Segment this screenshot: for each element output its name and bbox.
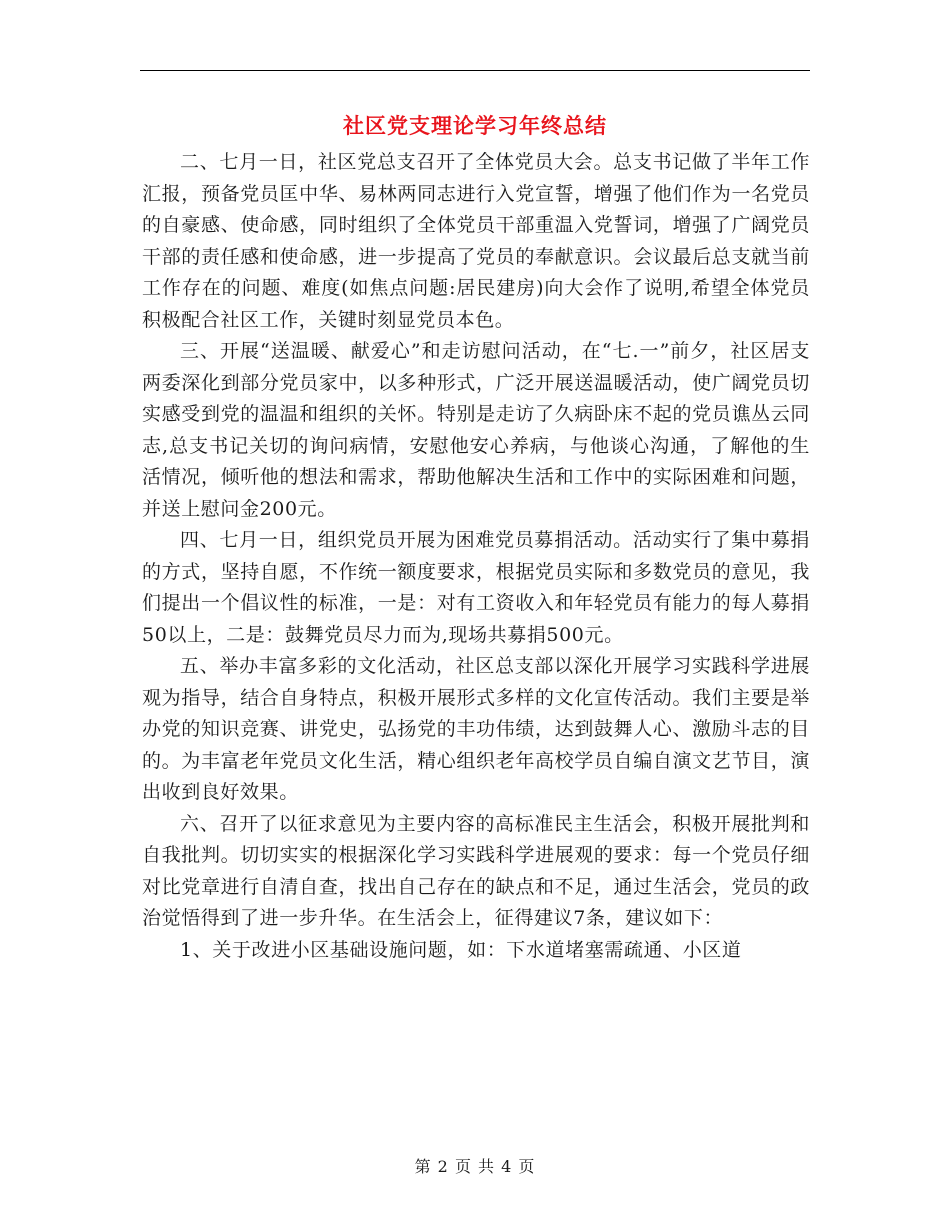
header-rule: [140, 70, 810, 71]
page-number-footer: 第 2 页 共 4 页: [414, 1157, 536, 1176]
paragraph: 1、关于改进小区基础设施问题，如：下水道堵塞需疏通、小区道: [180, 938, 742, 961]
paragraph: 四、七月一日，组织党员开展为困难党员募捐活动。活动实行了集中募捐的方式，坚持自愿，不作统一额度要求，根据党员实际和多数党员的意见，我们提出一个倡议性的标准，一是：对有工资收入和年轻党员有能力的每人募捐50以上，二是：鼓舞党员尽力而为,现场共募捐500元。: [142, 529, 810, 646]
paragraph: 六、召开了以征求意见为主要内容的高标准民主生活会，积极开展批判和自我批判。切切实实的根据深化学习实践科学进展观的要求：每一个党员仔细对比党章进行自清自查，找出自己存在的缺点和不足，通过生活会，党员的政治觉悟得到了进一步升华。在生活会上，征得建议7条，建议如下：: [142, 812, 810, 929]
document-title: 社区党支理论学习年终总结: [343, 113, 607, 138]
document-body: [142, 147, 810, 966]
paragraph: 三、开展“送温暖、献爱心”和走访慰问活动，在“七.一”前夕，社区居支两委深化到部分党员家中，以多种形式，广泛开展送温暖活动，使广阔党员切实感受到党的温温和组织的关怀。特别是走访了久病卧床不起的党员谯丛云同志,总支书记关切的询问病情，安慰他安心养病，与他谈心沟通，了解他的生活情况，倾听他的想法和需求，帮助他解决生活和工作中的实际困难和问题，并送上慰问金200元。: [142, 340, 810, 520]
paragraph: 五、举办丰富多彩的文化活动，社区总支部以深化开展学习实践科学进展观为指导，结合自身特点，积极开展形式多样的文化宣传活动。我们主要是举办党的知识竞赛、讲党史，弘扬党的丰功伟绩，达到鼓舞人心、激励斗志的目的。为丰富老年党员文化生活，精心组织老年高校学员自编自演文艺节目，演出收到良好效果。: [142, 655, 810, 803]
paragraph: 二、七月一日，社区党总支召开了全体党员大会。总支书记做了半年工作汇报，预备党员匡中华、易林两同志进行入党宣誓，增强了他们作为一名党员的自豪感、使命感，同时组织了全体党员干部重温入党誓词，增强了广阔党员干部的责任感和使命感，进一步提高了党员的奉献意识。会议最后总支就当前工作存在的问题、难度(如焦点问题:居民建房)向大会作了说明,希望全体党员积极配合社区工作，关键时刻显党员本色。: [142, 151, 810, 331]
